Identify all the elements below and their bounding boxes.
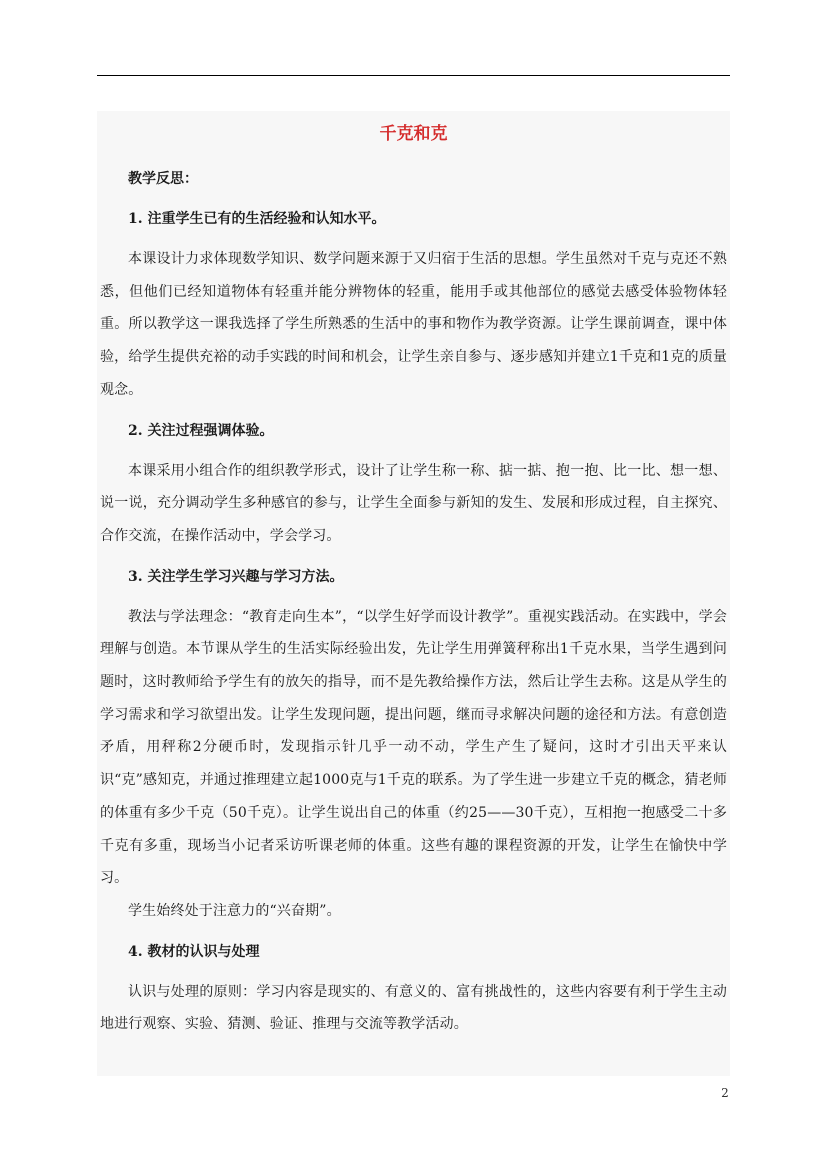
- section-1-paragraph-1: 本课设计力求体现数学知识、数学问题来源于又归宿于生活的思想。学生虽然对千克与克还不熟悉，但他们已经知道物体有轻重并能分辨物体的轻重，能用手或其他部位的感觉去感受体验物体轻重。所以教学这一课我选择了学生所熟悉的生活中的事和物作为教学资源。让学生课前调查，课中体验，给学生提供充裕的动手实践的时间和机会，让学生亲自参与、逐步感知并建立1千克和1克的质量观念。: [100, 251, 727, 398]
- section-heading-1: 1. 注重学生已有的生活经验和认知水平。: [128, 211, 386, 227]
- section-heading-2: 2. 关注过程强调体验。: [128, 422, 274, 439]
- page-number: 2: [721, 1086, 729, 1100]
- document-body: [97, 111, 730, 1076]
- section-2-paragraph-1: 本课采用小组合作的组织教学形式，设计了让学生称一称、掂一掂、抱一抱、比一比、想一想、说一说，充分调动学生多种感官的参与，让学生全面参与新知的发生、发展和形成过程，自主探究、合作交流，在操作活动中，学会学习。: [100, 462, 727, 544]
- section-4-paragraph-1: 认识与处理的原则：学习内容是现实的、有意义的、富有挑战性的，这些内容要有利于学生主动地进行观察、实验、猜测、验证、推理与交流等教学活动。: [100, 983, 727, 1033]
- section-label: 教学反思：: [128, 171, 198, 187]
- section-3-paragraph-2: 学生始终处于注意力的“兴奋期”。: [128, 902, 341, 919]
- section-3-paragraph-1: 教法与学法理念：“教育走向生本”，“以学生好学而设计教学”。重视实践活动。在实践中，学会理解与创造。本节课从学生的生活实际经验出发，先让学生用弹簧秤称出1千克水果，当学生遇到问题时，这时教师给予学生有的放矢的指导，而不是先教给操作方法，然后让学生去称。这是从学生的学习需求和学习欲望出发。让学生发现问题，提出问题，继而寻求解决问题的途径和方法。有意创造矛盾，用秤称2分硬币时，发现指示针几乎一动不动，学生产生了疑问，这时才引出天平来认识“克”感知克，并通过推理建立起1000克与1千克的联系。为了学生进一步建立千克的概念，猜老师的体重有多少千克（50千克）。让学生说出自己的体重（约25——30千克），互相抱一抱感受二十多千克有多重，现场当小记者采访听课老师的体重。这些有趣的课程资源的开发，让学生在愉快中学习。: [100, 608, 727, 887]
- section-heading-3: 3. 关注学生学习兴趣与学习方法。: [128, 568, 344, 585]
- section-heading-4: 4. 教材的认识与处理: [128, 943, 260, 960]
- document-title: 千克和克: [379, 124, 448, 144]
- header-rule: [97, 75, 730, 76]
